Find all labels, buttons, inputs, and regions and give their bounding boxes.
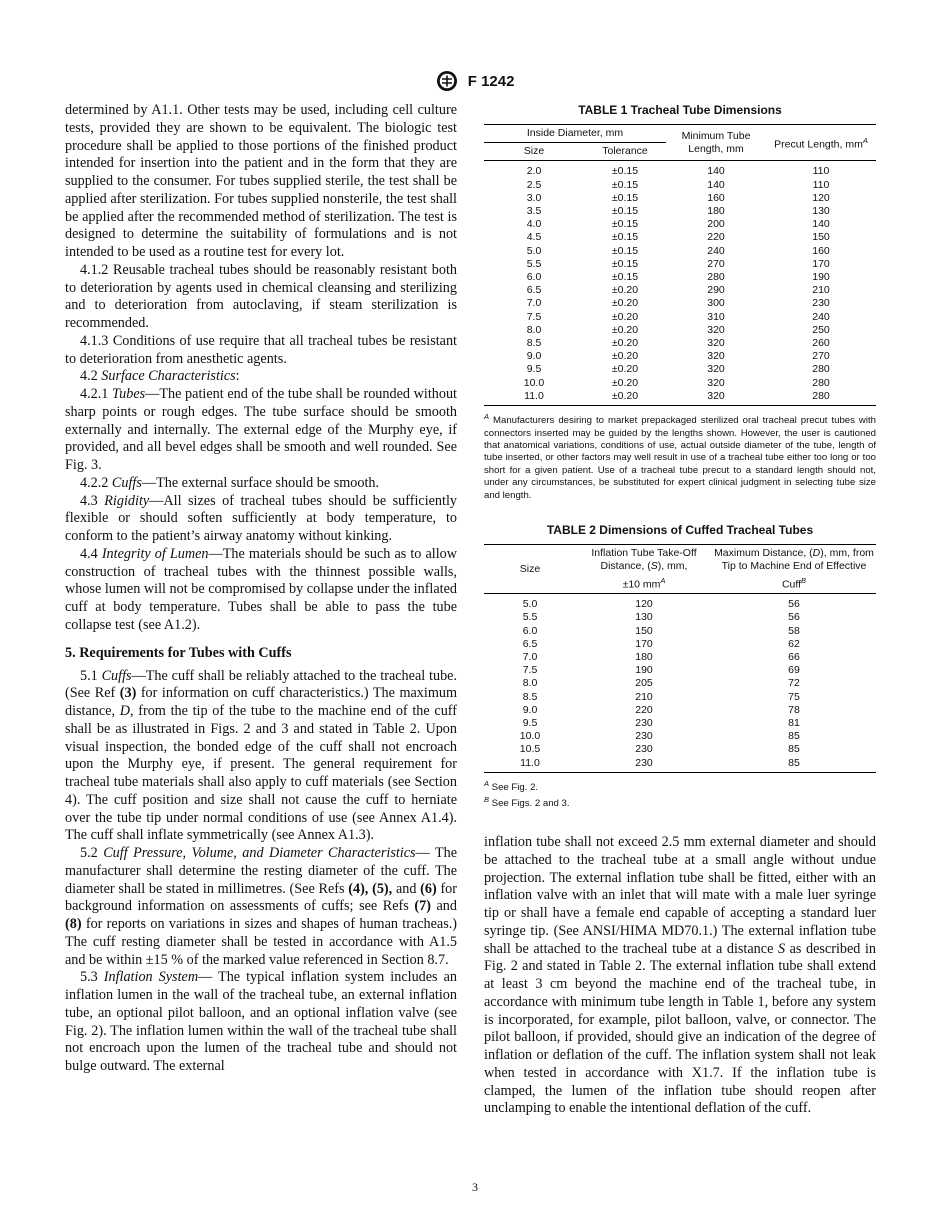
table-row xyxy=(484,691,876,704)
table-cell: 280 xyxy=(812,363,830,376)
table-cell: 190 xyxy=(812,271,830,284)
clause-text: , from the tip of the tube to the machine end of the cuff shall be as illustrated in Figs. 2 and 3 and stated in Table 2. Upon visual inspection, the bonded edge of the cuff shall not encroach upon the Murphy eye, if present. The general requirement for tracheal tube materials shall also apply to cuff materials (see Section 4). The cuff position and size shall not cause the cuff to herniate over the tube tip under normal conditions of use (see Annex A1.4). The cuff shall inflate symmetrically (see Annex A1.3). xyxy=(65,703,457,844)
clause-title: Integrity of Lumen xyxy=(101,545,209,562)
table-cell: 300 xyxy=(707,297,725,310)
header-text: ±10 mm xyxy=(622,578,661,590)
table-cell: 230 xyxy=(635,730,653,743)
table-row xyxy=(484,245,876,258)
clause-number: 5.3 xyxy=(80,969,98,986)
table-cell: ±0.15 xyxy=(611,178,639,191)
table-row xyxy=(484,231,876,244)
table-cell: 85 xyxy=(788,743,800,756)
clause-number: 5.2 xyxy=(80,845,98,861)
paragraph-continued: determined by A1.1. Other tests may be used, including cell culture tests, provided they are shown to be equivalent. The biologic test procedure shall be applied to those portions of the finished product intended for insertion into the patient and in the form that they are supplied to the consumer. For tubes supplied sterile, the test shall be applied after sterilization. For tubes supplied nonsterile, the test shall be applied after the recommended method of sterilization. The test is designed to determine the suitability of formulations and is not intended to be used as a routine test for every lot. xyxy=(65,102,457,260)
clause-title: Cuff Pressure, Volume, and Diameter Characteristics xyxy=(103,845,416,861)
clause-title: Cuffs xyxy=(101,667,132,684)
table-cell: 210 xyxy=(635,690,653,703)
paragraph-5-1 xyxy=(65,668,457,846)
table-cell: ±0.20 xyxy=(611,363,639,376)
table-cell: 320 xyxy=(707,376,725,389)
table-cell: 110 xyxy=(812,178,830,191)
table-cell: 8.5 xyxy=(526,337,542,350)
table-cell: 11.0 xyxy=(484,390,584,406)
clause-text: and xyxy=(430,898,457,915)
header-text: Inflation Tube Take-Off Distance, ( xyxy=(591,547,697,573)
table-1-header-tolerance: Tolerance xyxy=(584,143,666,161)
table-cell: ±0.20 xyxy=(584,390,666,406)
paragraph-5-2 xyxy=(65,845,457,969)
table-cell: 7.0 xyxy=(522,651,538,664)
left-column xyxy=(65,102,457,1076)
table-cell: 180 xyxy=(707,205,725,218)
table-cell: 56 xyxy=(788,598,800,611)
table-cell: ±0.15 xyxy=(611,271,639,284)
section-heading-5: 5. Requirements for Tubes with Cuffs xyxy=(65,644,292,661)
table-cell: 4.0 xyxy=(526,218,542,231)
table-cell: ±0.20 xyxy=(611,297,639,310)
clause-text: —All sizes of tracheal tubes should be sufficiently flexible or should soften sufficiently at body temperature, to conform to the patient’s airway anatomy without kinking. xyxy=(65,492,458,544)
table-row xyxy=(484,594,876,612)
clause-text: —The external surface should be smooth. xyxy=(141,474,380,491)
table-row xyxy=(484,390,876,406)
table-cell: 230 xyxy=(576,757,712,773)
clause-number: 4.3 xyxy=(80,492,98,509)
header-text: ), mm, xyxy=(657,560,688,573)
clause-number: 4.2 xyxy=(80,368,98,385)
clause-number: 4.2.1 xyxy=(80,386,109,402)
footnote-marker: A xyxy=(862,135,868,145)
paragraph-4-1-3: 4.1.3 Conditions of use require that all tracheal tubes be resistant to deterioration from anesthetic agents. xyxy=(65,332,457,367)
clause-text: for information on cuff characteristics.) The maximum distance, xyxy=(65,685,457,719)
table-row xyxy=(484,311,876,324)
table-cell: 85 xyxy=(788,730,800,743)
footnote-marker: A xyxy=(484,778,490,788)
table-cell: 7.5 xyxy=(526,310,542,323)
table-row xyxy=(484,704,876,717)
table-cell: 5.5 xyxy=(522,611,538,624)
reference-link[interactable]: (7) xyxy=(414,898,431,915)
table-cell: 320 xyxy=(666,390,766,406)
clause-text: and xyxy=(392,880,421,897)
table-cell: 69 xyxy=(788,664,800,677)
table-2-header-max-distance xyxy=(712,545,876,594)
table-cell: 280 xyxy=(766,390,876,406)
clause-number: 5.1 xyxy=(80,667,98,684)
header-text: Precut Length, mm xyxy=(774,138,863,151)
table-row xyxy=(484,324,876,337)
symbol-d: D xyxy=(812,547,821,560)
table-cell: 320 xyxy=(707,323,725,336)
reference-link[interactable]: (8) xyxy=(65,916,82,932)
table-cell: 220 xyxy=(707,231,725,244)
table-cell: 230 xyxy=(812,297,830,310)
table-cell: 150 xyxy=(635,624,653,637)
table-cell: 78 xyxy=(788,703,800,716)
reference-link[interactable]: (4), xyxy=(348,880,369,897)
table-cell: 3.0 xyxy=(526,191,542,204)
table-1-group-header: Inside Diameter, mm xyxy=(484,125,666,143)
table-cell: 230 xyxy=(635,743,653,756)
table-cell: ±0.20 xyxy=(611,310,639,323)
table-cell: 66 xyxy=(788,651,800,664)
table-cell: 280 xyxy=(707,271,725,284)
table-cell: 150 xyxy=(812,231,830,244)
table-2-body xyxy=(484,594,876,773)
table-cell: 260 xyxy=(812,337,830,350)
clause-text: for reports on variations in sizes and shapes of human tracheas.) The cuff resting diameter shall be tested in accordance with A1.5 and be within ±15 % of the marked value referenced in Section 8.7. xyxy=(65,916,457,968)
table-row xyxy=(484,161,876,179)
table-cell: 58 xyxy=(788,624,800,637)
table-cell: 9.0 xyxy=(526,350,542,363)
table-row xyxy=(484,757,876,773)
table-cell: 160 xyxy=(707,191,725,204)
table-row xyxy=(484,363,876,376)
table-cell: 5.5 xyxy=(526,257,542,270)
footnote-text: See Fig. 2. xyxy=(489,782,539,794)
symbol-s: S xyxy=(777,940,786,957)
table-cell: 10.5 xyxy=(519,743,541,756)
table-cell: 130 xyxy=(635,611,653,624)
table-2 xyxy=(484,544,876,773)
table-1-header-size: Size xyxy=(484,143,584,161)
table-cell: 170 xyxy=(812,257,830,270)
table-cell: ±0.15 xyxy=(611,191,639,204)
table-cell: 170 xyxy=(635,637,653,650)
table-2-header-takeoff xyxy=(576,545,712,594)
table-cell: ±0.20 xyxy=(611,323,639,336)
right-column xyxy=(484,102,876,811)
clause-text: inflation tube shall not exceed 2.5 mm external diameter and should be attached to the tracheal tube at a small angle without undue projection. The external inflation tube shall be fitted, either with an inflation valve with an inlet that will mate with a male luer syringe tip or shall have a female end capable of accepting a standard luer syringe tip. (See ANSI/HIMA MD70.1.) The external inflation tube shall be attached to the tracheal tube at a distance xyxy=(484,834,876,957)
table-cell: ±0.15 xyxy=(611,205,639,218)
page-header xyxy=(0,70,950,92)
paragraph-4-3 xyxy=(65,493,457,546)
clause-title: Rigidity xyxy=(104,492,150,509)
table-cell: 6.5 xyxy=(526,284,542,297)
table-cell: 5.0 xyxy=(526,244,542,257)
table-cell: 180 xyxy=(635,651,653,664)
header-text: Maximum Distance, ( xyxy=(714,547,813,560)
table-cell: 72 xyxy=(788,677,800,690)
clause-text: —The materials should be such as to allow construction of tracheal tubes with the thinnest possible walls, whose lumen will not be compromised by collapse under the inflated cuff at body temperature. Tubes shall be able to pass the tube collapse test (see A1.2). xyxy=(65,545,457,633)
table-cell: ±0.15 xyxy=(611,218,639,231)
table-cell: ±0.15 xyxy=(611,231,639,244)
table-cell: 9.0 xyxy=(522,703,538,716)
clause-title: Cuffs xyxy=(111,474,142,491)
table-cell: 240 xyxy=(707,244,725,257)
table-cell: 220 xyxy=(635,703,653,716)
table-row xyxy=(484,337,876,350)
table-row xyxy=(484,717,876,730)
paragraph-4-2-1 xyxy=(65,386,457,475)
table-row xyxy=(484,179,876,192)
standard-designation: F 1242 xyxy=(467,72,515,90)
table-1-header-precut xyxy=(766,125,876,161)
table-cell: 140 xyxy=(812,218,830,231)
paragraph-5-3-continued xyxy=(484,834,876,1118)
table-cell: 140 xyxy=(707,178,725,191)
table-row xyxy=(484,350,876,363)
table-cell: 205 xyxy=(635,677,653,690)
table-cell: ±0.20 xyxy=(611,376,639,389)
table-cell: ±0.15 xyxy=(611,257,639,270)
table-cell: 230 xyxy=(635,717,653,730)
table-cell: 7.5 xyxy=(522,664,538,677)
table-cell: 2.0 xyxy=(526,165,542,178)
reference-link[interactable]: (5), xyxy=(372,880,393,897)
table-row xyxy=(484,638,876,651)
table-cell: 8.0 xyxy=(526,323,542,336)
table-row xyxy=(484,651,876,664)
table-cell: 6.0 xyxy=(522,624,538,637)
table-row xyxy=(484,258,876,271)
table-row xyxy=(484,377,876,390)
table-row xyxy=(484,271,876,284)
table-1 xyxy=(484,124,876,406)
clause-colon: : xyxy=(235,368,240,385)
paragraph-4-4 xyxy=(65,546,457,635)
table-cell: ±0.15 xyxy=(611,165,639,178)
clause-title: Tubes xyxy=(112,386,146,402)
table-cell: 7.0 xyxy=(526,297,542,310)
table-cell: 120 xyxy=(635,598,653,611)
table-2-title: TABLE 2 Dimensions of Cuffed Tracheal Tubes xyxy=(546,523,814,538)
table-row xyxy=(484,297,876,310)
footnote-marker: B xyxy=(801,575,807,585)
table-1-title: TABLE 1 Tracheal Tube Dimensions xyxy=(578,103,782,117)
right-column-text xyxy=(484,834,876,1118)
table-1-header-min-length: Minimum Tube Length, mm xyxy=(666,125,766,161)
table-2-block xyxy=(484,522,876,811)
table-cell: 320 xyxy=(707,350,725,363)
table-cell: 11.0 xyxy=(484,757,576,773)
reference-link[interactable]: (3) xyxy=(119,685,137,702)
table-2-footnote-b xyxy=(484,794,876,811)
table-1-body xyxy=(484,161,876,406)
table-1-block xyxy=(484,102,876,502)
table-cell: 5.0 xyxy=(522,598,538,611)
table-row xyxy=(484,730,876,743)
table-cell: 85 xyxy=(712,757,876,773)
table-cell: 81 xyxy=(788,717,800,730)
paragraph-5-3 xyxy=(65,969,457,1076)
table-cell: 280 xyxy=(812,376,830,389)
table-cell: 290 xyxy=(707,284,725,297)
header-text: ), mm, from Tip to Machine End of Effective Cuff xyxy=(721,547,874,590)
paragraph-4-2-2 xyxy=(65,475,457,493)
table-cell: 3.5 xyxy=(526,205,542,218)
table-2-footnote-a xyxy=(484,778,876,795)
table-cell: 9.5 xyxy=(522,717,538,730)
clause-text: — The manufacturer shall determine the resting diameter of the cuff. The diameter shall be stated in millimetres. (See Refs xyxy=(65,845,457,897)
table-cell: 10.0 xyxy=(523,376,545,389)
footnote-marker: B xyxy=(484,795,490,805)
table-cell: 6.5 xyxy=(522,637,538,650)
table-row xyxy=(484,205,876,218)
table-cell: 6.0 xyxy=(526,271,542,284)
table-row xyxy=(484,625,876,638)
table-row xyxy=(484,677,876,690)
table-cell: 8.5 xyxy=(522,690,538,703)
footnote-text: Manufacturers desiring to market prepackaged sterilized oral tracheal precut tubes with connectors inserted may be guided by the lengths shown. However, the user is cautioned that anatomical variations, conditions of use, actual outside diameter of the tube, length of tube inserted, or other factors may well result in use of a tracheal tube either too long or too short for a given patient. Use of a tracheal tube precut to a standard length should not, under any circumstances, be substituted for expert clinical judgment in selecting tube size and length. xyxy=(484,415,876,501)
table-cell: 270 xyxy=(812,350,830,363)
footnote-marker: A xyxy=(660,575,666,585)
table-cell: 240 xyxy=(812,310,830,323)
table-cell: ±0.15 xyxy=(611,244,639,257)
table-cell: 130 xyxy=(812,205,830,218)
paragraph-4-2 xyxy=(65,368,457,386)
table-row xyxy=(484,284,876,297)
table-row xyxy=(484,664,876,677)
table-row xyxy=(484,611,876,624)
table-cell: 200 xyxy=(707,218,725,231)
table-cell: 190 xyxy=(635,664,653,677)
footnote-text: See Figs. 2 and 3. xyxy=(489,798,570,810)
table-2-header-size: Size xyxy=(484,545,576,594)
table-cell: 4.5 xyxy=(526,231,542,244)
table-cell: 10.0 xyxy=(519,730,541,743)
table-cell: 320 xyxy=(707,363,725,376)
table-1-footnote xyxy=(484,411,876,502)
clause-text: —The patient end of the tube shall be rounded without sharp points or rough edges. The tube surface should be smooth externally and internally. The external edge of the Murphy eye, if provided, and all bevel edges shall be smooth and well rounded. See Fig. 3. xyxy=(65,386,457,473)
clause-text: — The typical inflation system includes an inflation lumen in the wall of the tracheal tube, an external inflation tube, an optional pilot balloon, and an optional inflation valve (see Fig. 2). The inflation lumen within the wall of the tracheal tube shall not encroach upon the lumen of the tracheal tube and should not bulge outward. The external xyxy=(65,969,457,1074)
clause-number: 4.4 xyxy=(80,545,98,562)
table-cell: ±0.20 xyxy=(611,284,639,297)
table-row xyxy=(484,192,876,205)
table-cell: 2.5 xyxy=(526,178,542,191)
table-cell: ±0.20 xyxy=(611,337,639,350)
symbol-s: S xyxy=(650,560,658,573)
table-cell: 310 xyxy=(707,310,725,323)
clause-text: as described in Fig. 2 and stated in Table 2. The external inflation tube shall extend at least 3 cm beyond the machine end of the tracheal tube, in accordance with minimum tube length in Table 1, before any system is incorporated, for example, pilot balloon, valve, or connector. The pilot balloon, if provided, should give an indication of the degree of inflation or deflation of the cuff. The inflation system shall not leak when tested in accordance with X1.7. If the inflation tube is clamped, the lumen of the inflation tube should reopen after unclamping to enable the intentional deflation of the cuff. xyxy=(484,940,876,1117)
symbol-d: D xyxy=(119,703,130,719)
clause-title: Surface Characteristics xyxy=(101,368,236,385)
table-cell: 9.5 xyxy=(526,363,542,376)
table-row xyxy=(484,743,876,756)
paragraph-4-1-2: 4.1.2 Reusable tracheal tubes should be reasonably resistant both to deterioration by agents used in chemical cleansing and sterilizing and to deterioration from autoclaving, if steam sterilization is recommended. xyxy=(65,261,457,331)
table-cell: ±0.20 xyxy=(611,350,639,363)
table-cell: 120 xyxy=(812,191,830,204)
table-cell: 140 xyxy=(707,165,725,178)
astm-logo-icon xyxy=(436,70,458,92)
table-cell: 56 xyxy=(788,611,800,624)
page-number: 3 xyxy=(472,1180,478,1194)
table-cell: 210 xyxy=(812,284,830,297)
footnote-marker: A xyxy=(484,412,490,422)
table-cell: 160 xyxy=(812,244,830,257)
clause-text: for background information on assessments of cuffs; see Refs xyxy=(65,880,458,915)
clause-text: —The cuff shall be reliably attached to the tracheal tube. (See Ref xyxy=(65,667,458,702)
clause-number: 4.2.2 xyxy=(80,474,109,491)
table-cell: 75 xyxy=(788,690,800,703)
table-cell: 320 xyxy=(707,337,725,350)
table-cell: 8.0 xyxy=(522,677,538,690)
reference-link[interactable]: (6) xyxy=(420,880,437,897)
clause-title: Inflation System xyxy=(103,969,199,986)
table-cell: 62 xyxy=(788,637,800,650)
table-row xyxy=(484,218,876,231)
table-cell: 110 xyxy=(812,165,830,178)
table-cell: 270 xyxy=(707,257,725,270)
table-cell: 250 xyxy=(812,323,830,336)
